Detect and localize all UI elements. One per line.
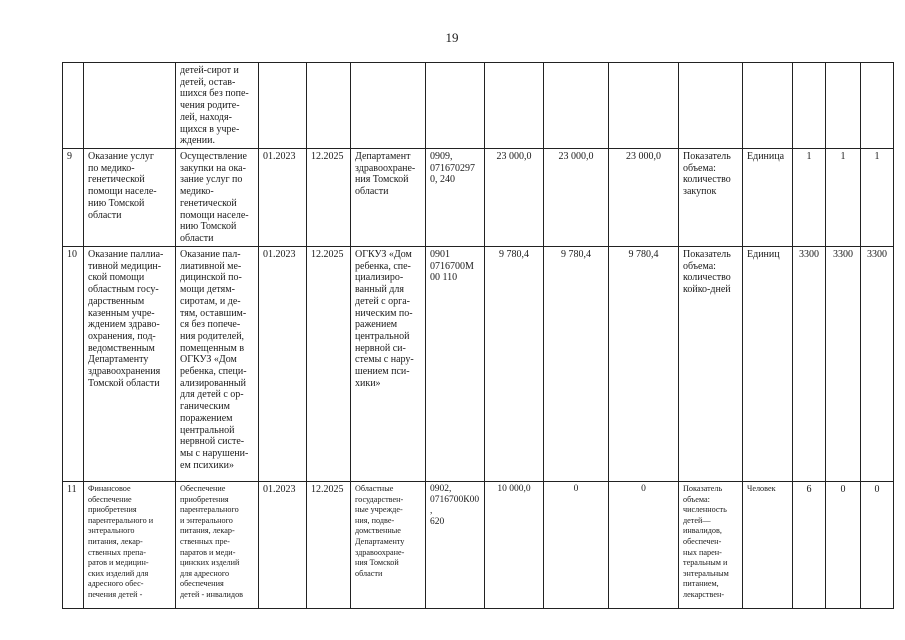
row-9-value-2: 1 — [826, 149, 861, 247]
row-10-unit: Единиц — [743, 247, 793, 482]
row-10-sum-3: 9 780,4 — [609, 247, 679, 482]
row-continued-indicator — [679, 63, 743, 149]
row-10-sum-1: 9 780,4 — [485, 247, 544, 482]
row-9-kbk: 0909, 071670297 0, 240 — [426, 149, 485, 247]
row-9-task: Оказание услуг по медико- генетической помощи населе- нию Томской области — [84, 149, 176, 247]
row-continued-end — [307, 63, 351, 149]
row-10-start: 01.2023 — [259, 247, 307, 482]
row-11-indicator: Показатель объема: численность детей— инвалидов, обеспечен- ных парен- теральным и энтеральным питанием, лекарствен- — [679, 482, 743, 609]
row-11-sum-3: 0 — [609, 482, 679, 609]
row-9-sum-1: 23 000,0 — [485, 149, 544, 247]
row-9-executor: Департамент здравоохране- ния Томской области — [351, 149, 426, 247]
page-number: 19 — [445, 30, 459, 45]
row-10-kbk: 0901 0716700М 00 110 — [426, 247, 485, 482]
row-10-indicator: Показатель объема: количество койко-дней — [679, 247, 743, 482]
row-continued-unit — [743, 63, 793, 149]
row-10-value-3: 3300 — [861, 247, 894, 482]
row-9-indicator: Показатель объема: количество закупок — [679, 149, 743, 247]
row-10-task: Оказание паллиа- тивной медицин- ской помощи областным госу- дарственным казенным учре- ждением здраво- охранения, под- ведомственным Департаменту здравоохранения Томской области — [84, 247, 176, 482]
row-continued-sum-3 — [609, 63, 679, 149]
row-10-end: 12.2025 — [307, 247, 351, 482]
row-continued-number — [63, 63, 84, 149]
row-10-event: Оказание пал- лиативной ме- дицинской по- мощи детям- сиротам, и де- тям, оставшим- ся без попече- ния родителей, помещенным в ОГКУЗ «Дом ребенка, специ- ализированный для детей с ор- ганическим поражением центральной нервной систе- мы с нарушени- ем психики» — [176, 247, 259, 482]
row-11-task: Финансовое обеспечение приобретения парентерального и энтерального питания, лекар- ственных препа- ратов и медицин- ских изделий для адресного обес- печения детей - — [84, 482, 176, 609]
row-9-value-3: 1 — [861, 149, 894, 247]
row-10-number: 10 — [63, 247, 84, 482]
row-11-event: Обеспечение приобретения парентерального и энтерального питания, лекар- ственных пре- паратов и меди- цинских изделий для адресного обеспечения детей - инвалидов — [176, 482, 259, 609]
row-continued-sum-1 — [485, 63, 544, 149]
row-continued-start — [259, 63, 307, 149]
row-continued-sum-2 — [544, 63, 609, 149]
row-continued-value-1 — [793, 63, 826, 149]
row-11-end: 12.2025 — [307, 482, 351, 609]
row-11-start: 01.2023 — [259, 482, 307, 609]
row-11-kbk: 0902, 0716700К00 , 620 — [426, 482, 485, 609]
row-9-sum-3: 23 000,0 — [609, 149, 679, 247]
row-9-event: Осуществление закупки на ока- зание услуг по медико- генетической помощи населе- нию Томской области — [176, 149, 259, 247]
row-11-number: 11 — [63, 482, 84, 609]
row-11-sum-1: 10 000,0 — [485, 482, 544, 609]
row-continued-value-3 — [861, 63, 894, 149]
row-10-executor: ОГКУЗ «Дом ребенка, спе- циализиро- ванный для детей с орга- ническим по- ражением центральной нервной си- стемы с нару- шением пси- хики» — [351, 247, 426, 482]
row-9-unit: Единица — [743, 149, 793, 247]
row-continued-event: детей-сирот и детей, остав- шихся без попе- чения родите- лей, находя- щихся в учре- ждении. — [176, 63, 259, 149]
row-9-start: 01.2023 — [259, 149, 307, 247]
row-11-value-2: 0 — [826, 482, 861, 609]
row-9-end: 12.2025 — [307, 149, 351, 247]
row-9-sum-2: 23 000,0 — [544, 149, 609, 247]
row-11-unit: Человек — [743, 482, 793, 609]
row-11-sum-2: 0 — [544, 482, 609, 609]
row-10-sum-2: 9 780,4 — [544, 247, 609, 482]
row-continued-kbk — [426, 63, 485, 149]
row-continued-task — [84, 63, 176, 149]
row-9-number: 9 — [63, 149, 84, 247]
row-11-value-3: 0 — [861, 482, 894, 609]
row-continued-executor — [351, 63, 426, 149]
row-10-value-2: 3300 — [826, 247, 861, 482]
row-11-executor: Областные государствен- ные учрежде- ния, подве- домственные Департаменту здравоохране- ния Томской области — [351, 482, 426, 609]
row-continued-value-2 — [826, 63, 861, 149]
row-11-value-1: 6 — [793, 482, 826, 609]
program-table — [62, 62, 894, 609]
row-10-value-1: 3300 — [793, 247, 826, 482]
row-9-value-1: 1 — [793, 149, 826, 247]
